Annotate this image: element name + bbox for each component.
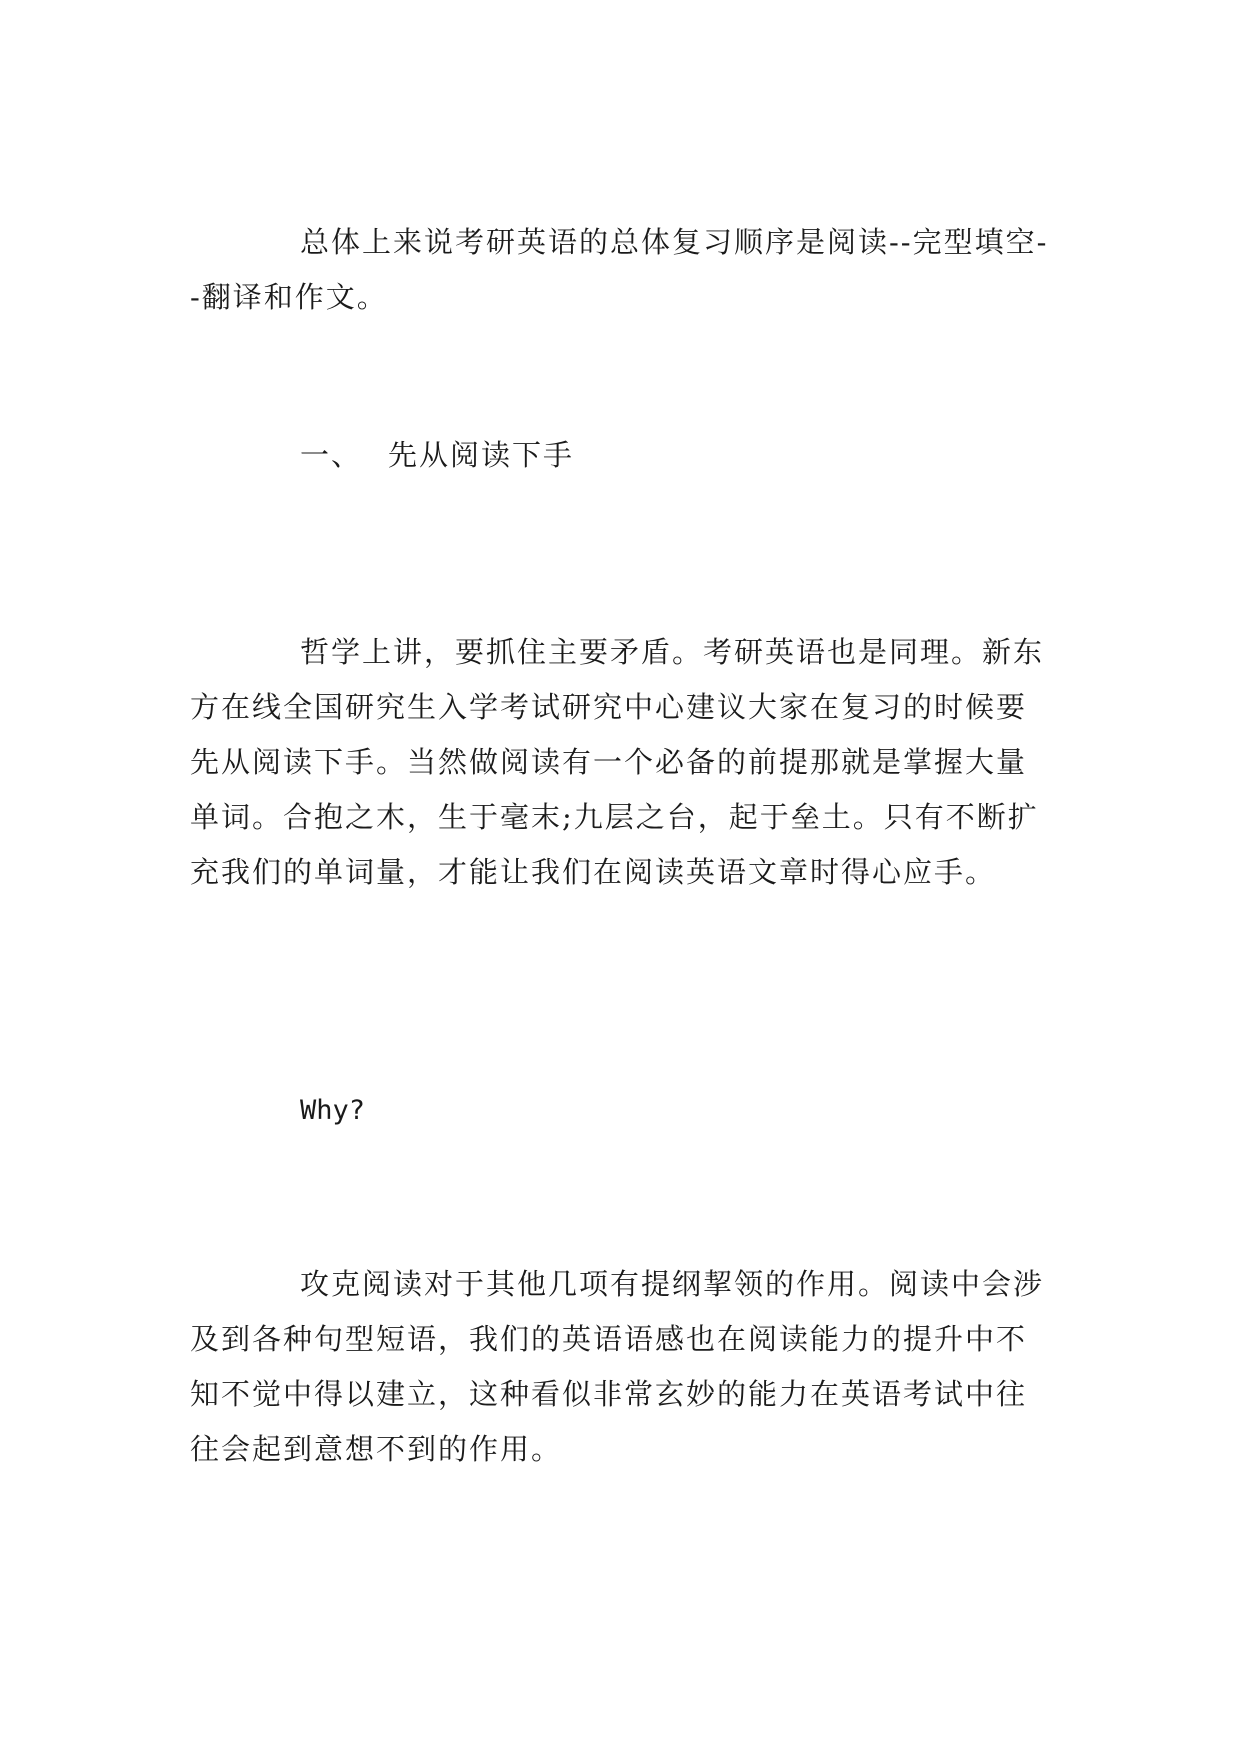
philosophy-paragraph: 哲学上讲，要抓住主要矛盾。考研英语也是同理。新东方在线全国研究生入学考试研究中心建议大家在复习的时候要先从阅读下手。当然做阅读有一个必备的前提那就是掌握大量单词。合抱之木，生于毫末;九层之台，起于垒土。只有不断扩充我们的单词量，才能让我们在阅读英语文章时得心应手。 — [190, 635, 1045, 889]
section-title: 先从阅读下手 — [388, 438, 575, 472]
section-number: 一、 — [300, 438, 363, 472]
intro-paragraph: 总体上来说考研英语的总体复习顺序是阅读--完型填空--翻译和作文。 — [190, 225, 1049, 314]
why-heading: Why? — [300, 1095, 366, 1126]
reason-paragraph: 攻克阅读对于其他几项有提纲挈领的作用。阅读中会涉及到各种句型短语，我们的英语语感也在阅读能力的提升中不知不觉中得以建立，这种看似非常玄妙的能力在英语考试中往往会起到意想不到的作用。 — [190, 1267, 1045, 1466]
section-heading — [300, 428, 574, 483]
